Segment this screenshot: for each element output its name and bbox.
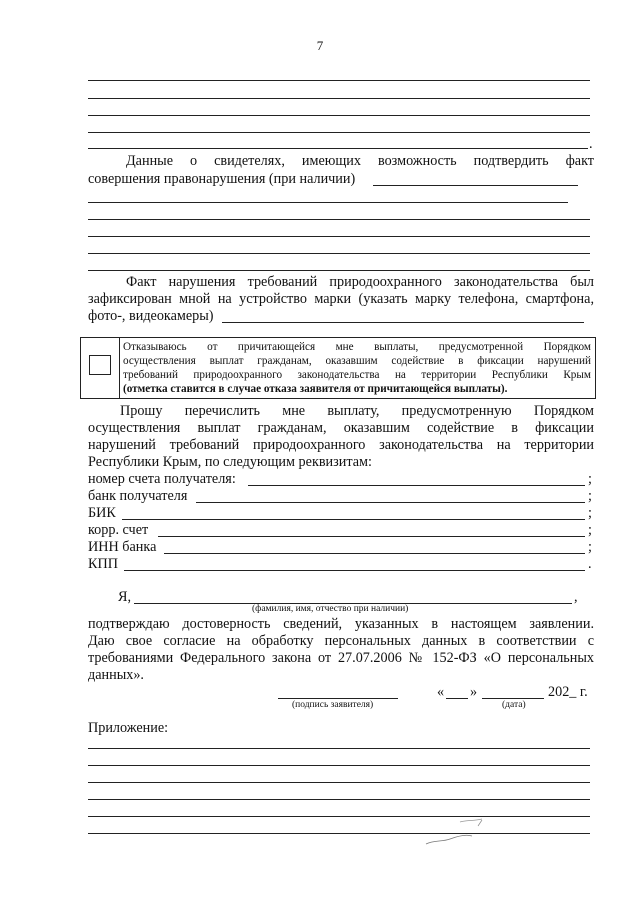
attachment-line[interactable] bbox=[88, 765, 590, 766]
declaration-text: подтверждаю достоверность сведений, указанных в настоящем заявлении. bbox=[88, 616, 594, 632]
signature-field[interactable] bbox=[278, 698, 398, 699]
blank-line bbox=[88, 202, 568, 203]
refusal-text: требований природоохранного законодательства на территории Республики Крым bbox=[123, 369, 591, 381]
signature-caption: (подпись заявителя) bbox=[292, 700, 374, 710]
blank-line bbox=[88, 115, 590, 116]
blank-line bbox=[88, 236, 590, 237]
refusal-text: Отказываюсь от причитающейся мне выплаты, предусмотренной Порядком bbox=[123, 341, 591, 353]
bank-field-label: номер счета получателя: bbox=[88, 471, 236, 487]
bank-field-label: банк получателя bbox=[88, 488, 188, 504]
device-text: Факт нарушения требований природоохранного законодательства был bbox=[126, 274, 594, 290]
blank-line bbox=[88, 148, 588, 149]
device-text: зафиксирован мной на устройство марки (указать марку телефона, смартфона, bbox=[88, 291, 594, 307]
request-text: нарушений требований природоохранного законодательства на территории bbox=[88, 437, 594, 453]
blank-line bbox=[88, 132, 590, 133]
date-day-field[interactable] bbox=[446, 698, 468, 699]
attachment-label: Приложение: bbox=[88, 720, 169, 736]
attachment-line[interactable] bbox=[88, 833, 590, 834]
witnesses-text: совершения правонарушения (при наличии) bbox=[88, 171, 356, 187]
attachment-line[interactable] bbox=[88, 748, 590, 749]
form-page: 7 . Данные о свидетелях, имеющих возможность подтвердить факт совершения правонарушения (при наличии) Факт нарушения требований природоохранного законодательства был зафиксирован мной на устройство марки (указать марку телефона, смартфона, фото-, видеокамеры) Отказываюсь от причитающейся мне выплаты, предусмотренной Порядком осуществления выплат гражданам, оказавшим содействие в фиксации нарушений требований природоохранного законодательства на территории Республики Крым (отметка ставится в случае отказа заявителя от причитающейся выплаты). Прошу перечислить мне выплату, предусмотренную Порядком осуществления выплат гражданам, оказавшим содействие в фиксации нарушений требований природоохранного законодательства на территории Республики Крым, по следующим реквизитам: номер счета получателя: ; банк получателя ; БИК ; корр. счет ; ИНН банка ; КПП . Я, , (фамилия, имя, отчество при наличии) подтверждаю достоверность сведений, указанных в настоящем заявлении. Даю свое согласие на обработку персональных данных в соответствии с требованиями Федерального закона от 27.07.2006 № 152-ФЗ «О персональных данных». (подпись заявителя) « » 202_ г. (дата) Приложение: bbox=[0, 0, 640, 898]
refusal-text: осуществления выплат гражданам, оказавшим содействие в фиксации нарушений bbox=[123, 355, 591, 367]
blank-line bbox=[88, 253, 590, 254]
declaration-prefix: Я, bbox=[118, 589, 132, 605]
declaration-text: данных». bbox=[88, 667, 144, 683]
declaration-text: требованиями Федерального закона от 27.07.2006 № 152-ФЗ «О персональных bbox=[88, 650, 594, 666]
corr-account-field[interactable] bbox=[158, 536, 585, 537]
blank-line bbox=[88, 98, 590, 99]
bank-inn-field[interactable] bbox=[164, 553, 585, 554]
date-year: 202_ г. bbox=[548, 684, 588, 700]
blank-line bbox=[88, 219, 590, 220]
refusal-checkbox[interactable] bbox=[89, 355, 111, 375]
attachment-line[interactable] bbox=[88, 782, 590, 783]
bank-field-label: БИК bbox=[88, 505, 116, 521]
date-month-field[interactable] bbox=[482, 698, 544, 699]
bank-field-label: корр. счет bbox=[88, 522, 149, 538]
bik-field[interactable] bbox=[122, 519, 585, 520]
attachment-line[interactable] bbox=[88, 816, 590, 817]
refusal-text: (отметка ставится в случае отказа заявителя от причитающейся выплаты). bbox=[123, 383, 508, 395]
device-text: фото-, видеокамеры) bbox=[88, 308, 214, 324]
refusal-notice bbox=[80, 337, 596, 399]
request-text: Прошу перечислить мне выплату, предусмотренную Порядком bbox=[120, 403, 594, 419]
bank-name-field[interactable] bbox=[196, 502, 585, 503]
witnesses-field[interactable] bbox=[373, 185, 578, 186]
witnesses-text: Данные о свидетелях, имеющих возможность подтвердить факт bbox=[126, 153, 594, 169]
declaration-text: Даю свое согласие на обработку персональных данных в соответствии с bbox=[88, 633, 594, 649]
blank-line bbox=[88, 80, 590, 81]
attachment-line[interactable] bbox=[88, 799, 590, 800]
blank-line bbox=[88, 270, 590, 271]
request-text: Республики Крым, по следующим реквизитам: bbox=[88, 454, 372, 470]
date-caption: (дата) bbox=[502, 700, 526, 710]
fio-caption: (фамилия, имя, отчество при наличии) bbox=[252, 604, 409, 614]
bank-field-label: КПП bbox=[88, 556, 118, 572]
bank-field-label: ИНН банка bbox=[88, 539, 157, 555]
pen-mark bbox=[420, 812, 510, 852]
account-number-field[interactable] bbox=[248, 485, 585, 486]
page-number: 7 bbox=[316, 38, 324, 53]
kpp-field[interactable] bbox=[124, 570, 585, 571]
request-text: осуществления выплат гражданам, оказавшим содействие в фиксации bbox=[88, 420, 594, 436]
device-brand-field[interactable] bbox=[222, 322, 584, 323]
